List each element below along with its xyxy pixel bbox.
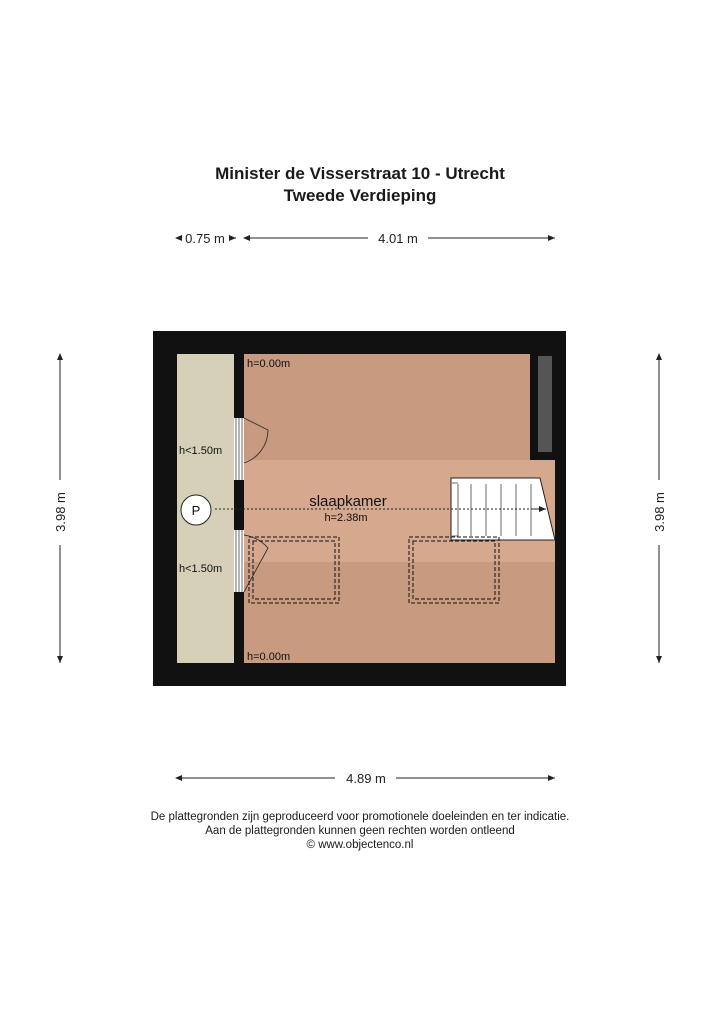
dimension-top [176,231,555,246]
p-symbol-label: P [191,503,201,518]
footer-line-1: De plattegronden zijn geproduceerd voor promotionele doeleinden en ter indicatie. [150,811,570,823]
dim-left-label: 3.98 m [53,492,68,532]
dim-right-label: 3.98 m [652,492,667,532]
height-bottom-label: h=0.00m [247,651,291,663]
plan-title: Minister de Visserstraat 10 - Utrecht [215,164,505,183]
chimney-inner [538,356,552,452]
partition-wall [234,354,244,663]
room-name: slaapkamer [309,493,387,510]
dim-top-left-label: 0.75 m [185,231,225,246]
height-top-label: h=0.00m [247,358,291,370]
height-balcony-lower-label: h<1.50m [179,563,223,575]
dim-top-right-label: 4.01 m [378,231,418,246]
dimension-bottom [176,771,555,786]
dimension-left [53,354,68,663]
room-height: h=2.38m [324,512,368,524]
p-symbol [181,495,211,525]
height-balcony-upper-label: h<1.50m [179,445,223,457]
footer-line-3: © www.objectenco.nl [306,839,414,851]
dim-bottom-label: 4.89 m [346,771,386,786]
plan-subtitle: Tweede Verdieping [283,186,437,205]
footer-line-2: Aan de plattegronden kunnen geen rechten worden ontleend [205,825,515,837]
dimension-right [652,354,667,663]
